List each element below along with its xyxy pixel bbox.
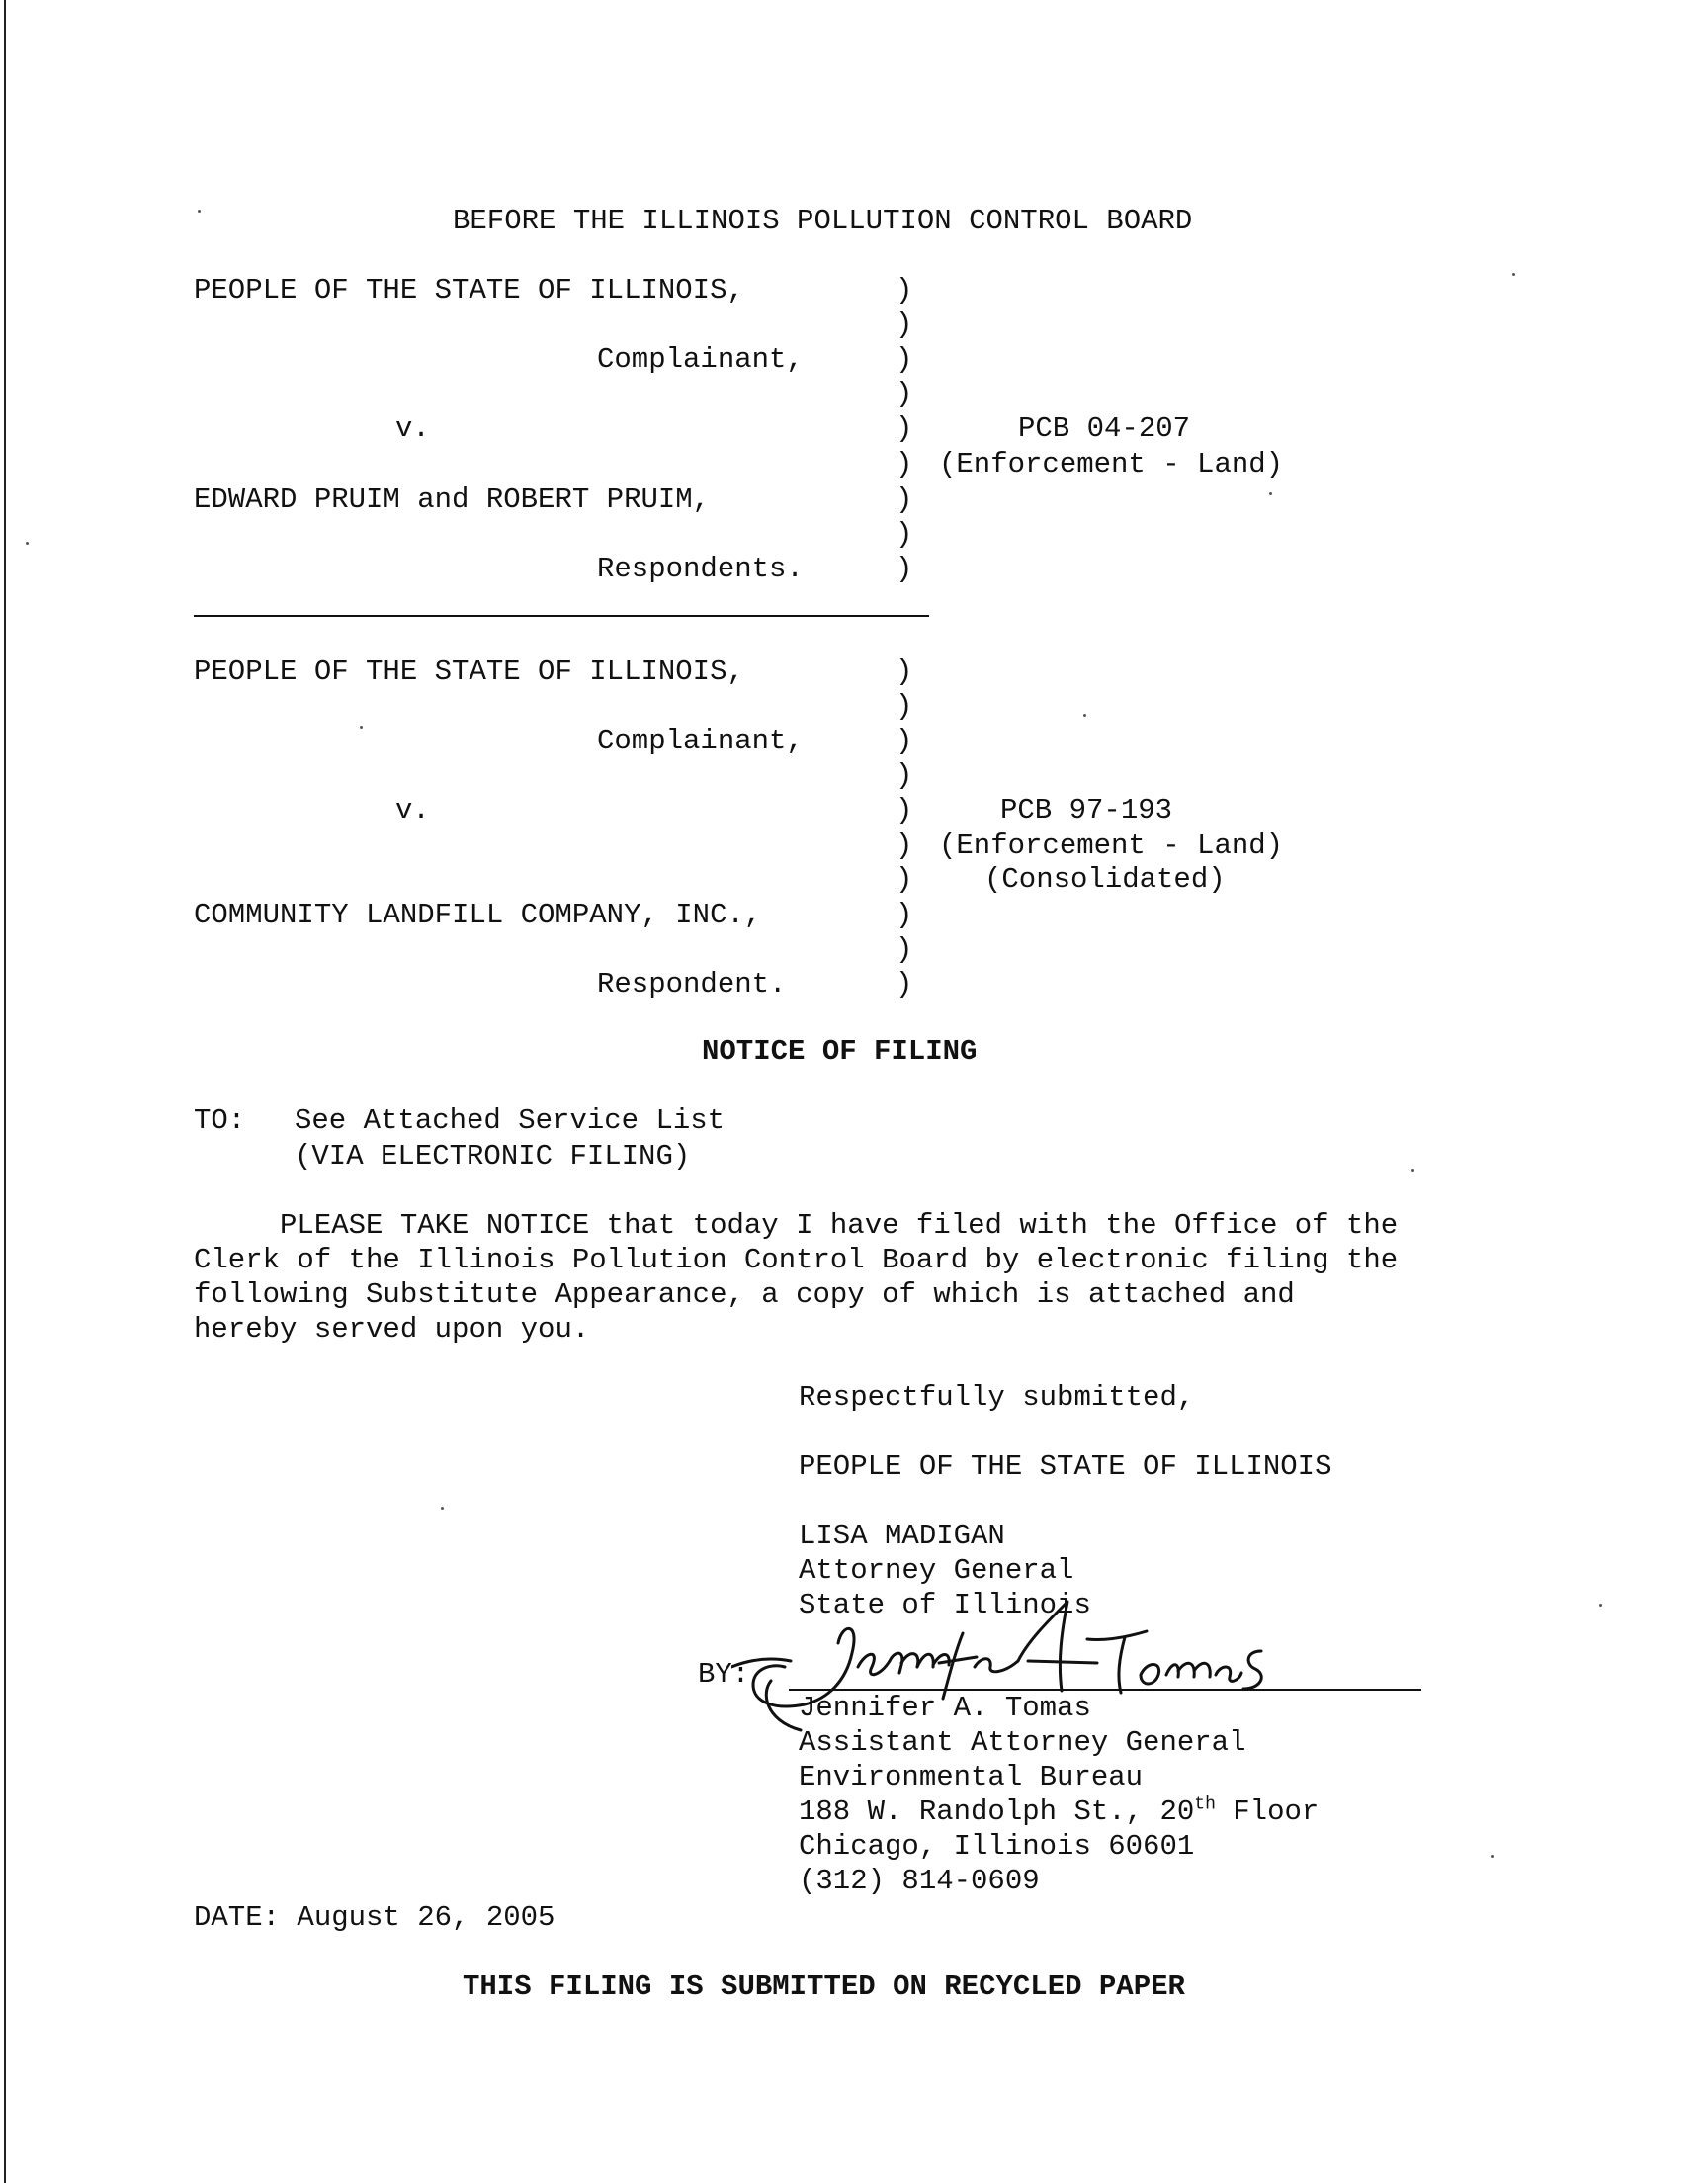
caption-divider — [194, 615, 929, 617]
caption-paren: ) — [896, 968, 913, 1001]
scan-speck — [360, 726, 363, 729]
address-ordinal: th — [1194, 1794, 1216, 1815]
caption-paren: ) — [896, 518, 913, 551]
caption-paren: ) — [896, 690, 913, 723]
case2-versus: v. — [395, 794, 430, 827]
signer-title: Assistant Attorney General — [799, 1726, 1246, 1759]
bureau: Environmental Bureau — [799, 1761, 1144, 1793]
ag-state: State of Illinois — [799, 1589, 1091, 1621]
caption-paren: ) — [896, 794, 913, 827]
case1-number: PCB 04-207 — [1018, 412, 1191, 445]
signer-name: Jennifer A. Tomas — [799, 1692, 1091, 1724]
scan-speck — [1491, 1855, 1494, 1858]
caption-paren: ) — [896, 863, 913, 896]
scan-speck — [1411, 1169, 1414, 1172]
by-label: BY: — [698, 1658, 750, 1691]
caption-paren: ) — [896, 655, 913, 688]
case1-plaintiff-role: Complainant, — [597, 343, 804, 376]
caption-paren: ) — [896, 412, 913, 445]
caption-paren: ) — [896, 378, 913, 410]
caption-paren: ) — [896, 830, 913, 862]
case2-type: (Enforcement - Land) — [939, 830, 1284, 862]
body-line: Clerk of the Illinois Pollution Control Board by electronic filing the — [194, 1244, 1399, 1276]
phone: (312) 814-0609 — [799, 1865, 1040, 1897]
case2-plaintiff-role: Complainant, — [597, 725, 804, 757]
address-line1 — [799, 1794, 1319, 1829]
address-line2: Chicago, Illinois 60601 — [799, 1830, 1195, 1863]
ag-name: LISA MADIGAN — [799, 1520, 1005, 1552]
address-floor: Floor — [1215, 1795, 1320, 1828]
board-title: BEFORE THE ILLINOIS POLLUTION CONTROL BOARD — [453, 205, 1193, 237]
scan-speck — [1599, 1604, 1602, 1607]
caption-paren: ) — [896, 483, 913, 516]
caption-paren: ) — [896, 553, 913, 585]
scan-speck — [1083, 714, 1086, 717]
body-line: PLEASE TAKE NOTICE that today I have filed with the Office of the — [194, 1209, 1399, 1242]
case2-defendant-role: Respondent. — [597, 968, 787, 1001]
case1-versus: v. — [395, 412, 430, 445]
to-label: TO: — [194, 1104, 246, 1137]
scan-speck — [441, 1507, 444, 1510]
footer-recycled: THIS FILING IS SUBMITTED ON RECYCLED PAPER — [463, 1970, 1185, 2003]
case2-plaintiff: PEOPLE OF THE STATE OF ILLINOIS, — [194, 655, 744, 688]
to-line2: (VIA ELECTRONIC FILING) — [295, 1140, 691, 1173]
caption-paren: ) — [896, 448, 913, 480]
case1-plaintiff: PEOPLE OF THE STATE OF ILLINOIS, — [194, 274, 744, 306]
caption-paren: ) — [896, 308, 913, 341]
case1-type: (Enforcement - Land) — [939, 448, 1284, 480]
scan-edge-line — [4, 0, 6, 2183]
caption-paren: ) — [896, 759, 913, 792]
scan-speck — [1269, 492, 1272, 495]
body-line: hereby served upon you. — [194, 1313, 590, 1346]
party-name: PEOPLE OF THE STATE OF ILLINOIS — [799, 1450, 1332, 1483]
body-line: following Substitute Appearance, a copy of which is attached and — [194, 1278, 1295, 1311]
case2-number: PCB 97-193 — [1000, 794, 1173, 827]
case1-defendant-role: Respondents. — [597, 553, 804, 585]
scan-speck — [198, 210, 201, 213]
caption-paren: ) — [896, 274, 913, 306]
closing: Respectfully submitted, — [799, 1381, 1195, 1414]
case1-defendant: EDWARD PRUIM and ROBERT PRUIM, — [194, 483, 711, 516]
caption-paren: ) — [896, 343, 913, 376]
caption-paren: ) — [896, 725, 913, 757]
notice-heading: NOTICE OF FILING — [702, 1035, 978, 1068]
case2-consolidated: (Consolidated) — [984, 863, 1226, 896]
scan-speck — [26, 542, 29, 545]
ag-title: Attorney General — [799, 1554, 1074, 1587]
caption-paren: ) — [896, 899, 913, 931]
scan-speck — [1512, 273, 1515, 276]
address-street: 188 W. Randolph St., 20 — [799, 1795, 1195, 1828]
case2-defendant: COMMUNITY LANDFILL COMPANY, INC., — [194, 899, 762, 931]
to-line1: See Attached Service List — [295, 1104, 726, 1137]
caption-paren: ) — [896, 933, 913, 966]
date-line: DATE: August 26, 2005 — [194, 1901, 555, 1934]
